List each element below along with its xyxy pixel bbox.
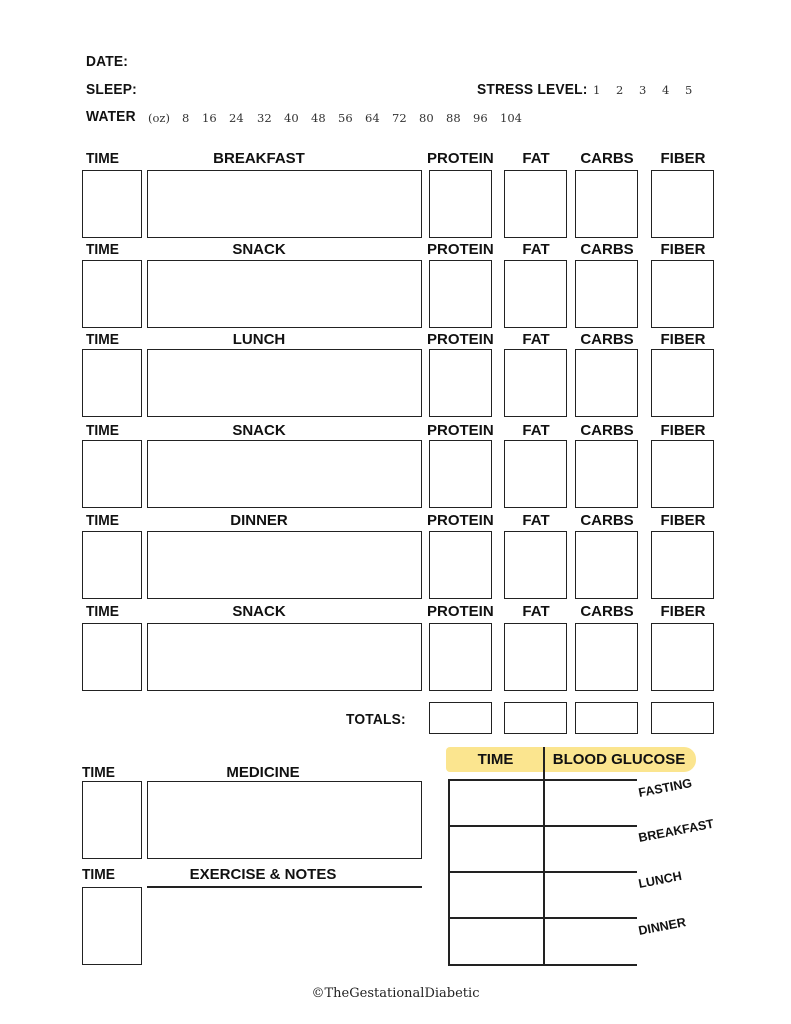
protein-box-snack-2[interactable] [429, 260, 492, 328]
glucose-row-label-breakfast: BREAKFAST [637, 816, 716, 845]
meal-time-box-snack-6[interactable] [82, 623, 142, 691]
carbs-header: CARBS [580, 331, 634, 348]
fat-header: FAT [522, 603, 550, 620]
meal-time-header: TIME [86, 241, 119, 258]
carbs-box-snack-2[interactable] [575, 260, 638, 328]
protein-header: PROTEIN [427, 512, 494, 529]
fasting-glucose-cell[interactable] [545, 781, 637, 824]
breakfast-glucose-cell[interactable] [545, 827, 637, 870]
meal-name-header: SNACK [232, 603, 286, 620]
fat-header: FAT [522, 241, 550, 258]
fiber-box-snack-6[interactable] [651, 623, 714, 691]
meal-description-box-lunch-3[interactable] [147, 349, 422, 417]
fat-box-snack-4[interactable] [504, 440, 567, 508]
meal-description-box-snack-6[interactable] [147, 623, 422, 691]
medicine-box[interactable] [147, 781, 422, 859]
meal-time-box-breakfast-1[interactable] [82, 170, 142, 238]
meal-description-box-snack-2[interactable] [147, 260, 422, 328]
fat-box-breakfast-1[interactable] [504, 170, 567, 238]
meal-name-header: BREAKFAST [213, 150, 305, 167]
meal-time-box-lunch-3[interactable] [82, 349, 142, 417]
protein-header: PROTEIN [427, 241, 494, 258]
carbs-box-breakfast-1[interactable] [575, 170, 638, 238]
water-amount-option[interactable]: 56 [338, 111, 353, 125]
fat-header: FAT [522, 150, 550, 167]
fat-box-dinner-5[interactable] [504, 531, 567, 599]
meal-description-box-dinner-5[interactable] [147, 531, 422, 599]
glucose-time-header: TIME [477, 751, 514, 768]
totals-label: TOTALS: [346, 711, 406, 728]
exercise-time-box[interactable] [82, 887, 142, 965]
fasting-time-cell[interactable] [448, 781, 542, 824]
protein-header: PROTEIN [427, 603, 494, 620]
carbs-header: CARBS [580, 512, 634, 529]
water-amount-option[interactable]: 104 [500, 111, 522, 125]
fat-header: FAT [522, 512, 550, 529]
fiber-header: FIBER [660, 331, 706, 348]
water-amount-option[interactable]: 64 [365, 111, 380, 125]
meal-description-box-breakfast-1[interactable] [147, 170, 422, 238]
dinner-time-cell[interactable] [448, 919, 542, 963]
fat-box-snack-2[interactable] [504, 260, 567, 328]
glucose-bottom-line [448, 964, 637, 966]
fiber-total-box[interactable] [651, 702, 714, 734]
lunch-time-cell[interactable] [448, 873, 542, 916]
meal-name-header: LUNCH [232, 331, 286, 348]
water-unit: (oz) [148, 111, 170, 125]
meal-name-header: SNACK [232, 422, 286, 439]
protein-header: PROTEIN [427, 422, 494, 439]
water-amount-option[interactable]: 88 [446, 111, 461, 125]
fat-header: FAT [522, 331, 550, 348]
breakfast-time-cell[interactable] [448, 827, 542, 870]
glucose-row-label-dinner: DINNER [637, 915, 688, 938]
stress-level-option[interactable]: 4 [662, 83, 670, 97]
fat-box-lunch-3[interactable] [504, 349, 567, 417]
date-label: DATE: [86, 53, 129, 70]
medicine-time-box[interactable] [82, 781, 142, 859]
meal-time-box-dinner-5[interactable] [82, 531, 142, 599]
fiber-header: FIBER [660, 512, 706, 529]
exercise-notes-line[interactable] [147, 886, 422, 888]
stress-level-label: STRESS LEVEL: [477, 81, 588, 98]
sleep-label: SLEEP: [86, 81, 137, 98]
carbs-box-dinner-5[interactable] [575, 531, 638, 599]
blood-glucose-header: BLOOD GLUCOSE [552, 751, 686, 768]
carbs-header: CARBS [580, 150, 634, 167]
water-amount-option[interactable]: 8 [182, 111, 190, 125]
lunch-glucose-cell[interactable] [545, 873, 637, 916]
water-amount-option[interactable]: 80 [419, 111, 434, 125]
medicine-time-header: TIME [82, 764, 115, 781]
carbs-total-box[interactable] [575, 702, 638, 734]
medicine-header: MEDICINE [226, 764, 300, 781]
stress-level-option[interactable]: 5 [685, 83, 693, 97]
protein-header: PROTEIN [427, 150, 494, 167]
fiber-box-breakfast-1[interactable] [651, 170, 714, 238]
protein-header: PROTEIN [427, 331, 494, 348]
stress-level-option[interactable]: 3 [639, 83, 647, 97]
exercise-time-header: TIME [82, 866, 115, 883]
water-label: WATER [86, 108, 136, 125]
water-amount-option[interactable]: 32 [257, 111, 272, 125]
water-amount-option[interactable]: 16 [202, 111, 217, 125]
protein-box-snack-6[interactable] [429, 623, 492, 691]
fiber-box-dinner-5[interactable] [651, 531, 714, 599]
fat-header: FAT [522, 422, 550, 439]
water-amount-option[interactable]: 24 [229, 111, 244, 125]
meal-description-box-snack-4[interactable] [147, 440, 422, 508]
stress-level-option[interactable]: 2 [616, 83, 624, 97]
water-amount-option[interactable]: 48 [311, 111, 326, 125]
exercise-notes-header: EXERCISE & NOTES [189, 866, 337, 883]
carbs-header: CARBS [580, 241, 634, 258]
fiber-box-snack-4[interactable] [651, 440, 714, 508]
carbs-header: CARBS [580, 603, 634, 620]
fiber-box-snack-2[interactable] [651, 260, 714, 328]
water-amount-option[interactable]: 72 [392, 111, 407, 125]
carbs-box-snack-4[interactable] [575, 440, 638, 508]
protein-total-box[interactable] [429, 702, 492, 734]
fiber-header: FIBER [660, 150, 706, 167]
fiber-header: FIBER [660, 603, 706, 620]
fiber-header: FIBER [660, 241, 706, 258]
protein-box-lunch-3[interactable] [429, 349, 492, 417]
carbs-header: CARBS [580, 422, 634, 439]
fat-box-snack-6[interactable] [504, 623, 567, 691]
meal-time-header: TIME [86, 512, 119, 529]
dinner-glucose-cell[interactable] [545, 919, 637, 963]
meal-time-box-snack-2[interactable] [82, 260, 142, 328]
carbs-box-snack-6[interactable] [575, 623, 638, 691]
protein-box-breakfast-1[interactable] [429, 170, 492, 238]
stress-level-option[interactable]: 1 [593, 83, 601, 97]
meal-time-header: TIME [86, 603, 119, 620]
fat-total-box[interactable] [504, 702, 567, 734]
meal-time-header: TIME [86, 150, 119, 167]
protein-box-snack-4[interactable] [429, 440, 492, 508]
meal-time-header: TIME [86, 422, 119, 439]
carbs-box-lunch-3[interactable] [575, 349, 638, 417]
fiber-box-lunch-3[interactable] [651, 349, 714, 417]
water-amount-option[interactable]: 96 [473, 111, 488, 125]
water-amount-option[interactable]: 40 [284, 111, 299, 125]
footer-credit: ©TheGestationalDiabetic [311, 986, 480, 1001]
fiber-header: FIBER [660, 422, 706, 439]
glucose-row-label-lunch: LUNCH [637, 868, 683, 891]
meal-name-header: SNACK [232, 241, 286, 258]
meal-time-box-snack-4[interactable] [82, 440, 142, 508]
protein-box-dinner-5[interactable] [429, 531, 492, 599]
glucose-row-label-fasting: FASTING [637, 775, 694, 800]
meal-name-header: DINNER [230, 512, 288, 529]
meal-time-header: TIME [86, 331, 119, 348]
